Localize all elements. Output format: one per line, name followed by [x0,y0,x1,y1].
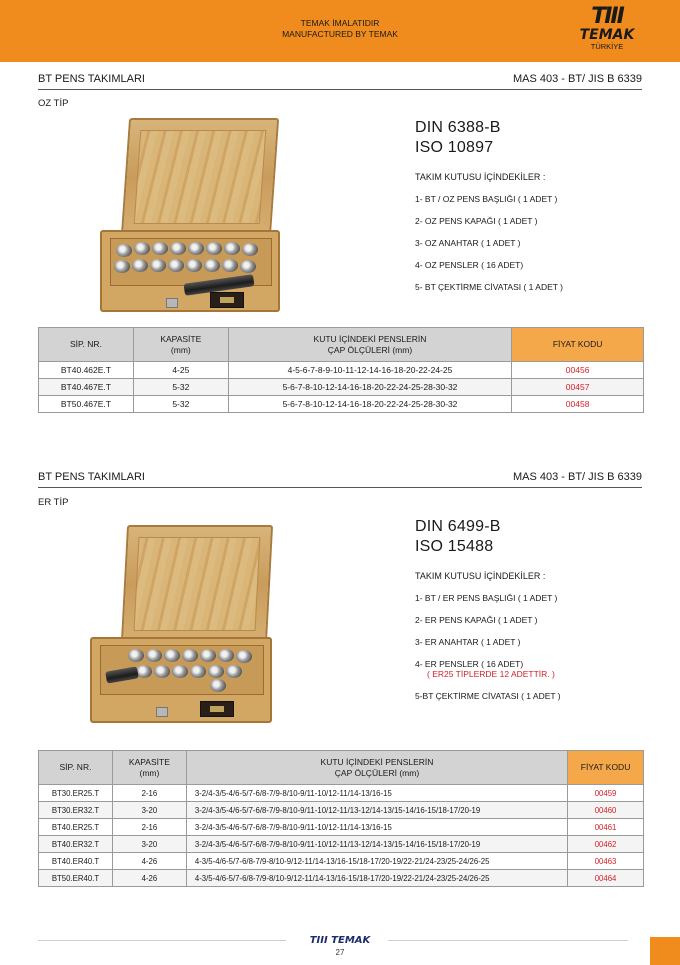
contents-item: 1- BT / ER PENS BAŞLIĞI ( 1 ADET ) [415,593,558,603]
spec-block-oz [415,118,563,292]
table-row [39,836,644,853]
col-price-code: FİYAT KODU [568,751,644,785]
table-row [39,379,644,396]
box-base [90,637,272,723]
contents-item: 2- OZ PENS KAPAĞI ( 1 ADET ) [415,216,538,226]
collets-cell: 4-3/5-4/6-5/7-6/8-7/9-8/10-9/12-11/14-13/16-15/18-17/20-19/22-21/24-23/25-24/26-25 [186,853,567,870]
section-title: BT PENS TAKIMLARI [38,73,145,85]
standard-reference: MAS 403 - BT/ JIS B 6339 [512,471,642,483]
footer-rule-left [38,940,286,941]
logo-brand: TEMAK [579,27,635,43]
collets-cell: 3-2/4-3/5-4/6-5/7-6/8-7/9-8/10-9/11-10/12-11/14-13/16-15 [186,785,567,802]
footer-logo: TIII TEMAK [309,935,371,946]
er-toolkit-photo [90,525,272,725]
collets-cell: 5-6-7-8-10-12-14-16-18-20-22-24-25-28-30-32 [228,396,511,413]
table-row [39,819,644,836]
price-code-cell: 00462 [568,836,644,853]
collets-cell: 4-3/5-4/6-5/7-6/8-7/9-8/10-9/12-11/14-13/16-15/18-17/20-19/22-21/24-23/25-24/26-25 [186,870,567,887]
capacity-cell: 4-26 [112,870,186,887]
section-divider [38,487,642,488]
col-order-no: SİP. NR. [39,328,134,362]
order-no-cell: BT50.467E.T [39,396,134,413]
contents-item: 3- ER ANAHTAR ( 1 ADET ) [415,637,521,647]
footer-rule-right [388,940,628,941]
price-code-cell: 00459 [568,785,644,802]
box-base [100,230,280,312]
logo-country: TÜRKİYE [590,42,624,51]
contents-item: 5- BT ÇEKTİRME CİVATASI ( 1 ADET ) [415,282,563,292]
order-no-cell: BT50.ER40.T [39,870,113,887]
contents-item: 2- ER PENS KAPAĞI ( 1 ADET ) [415,615,538,625]
col-capacity-unit: (mm) [170,344,191,355]
oz-toolkit-photo [100,118,280,313]
order-no-cell: BT40.ER40.T [39,853,113,870]
table-row [39,362,644,379]
price-code-cell: 00463 [568,853,644,870]
col-collet-sizes [228,328,511,362]
contents-item: 1- BT / OZ PENS BAŞLIĞI ( 1 ADET ) [415,194,558,204]
type-label: ER TİP [38,497,69,508]
page-footer [0,935,680,957]
contents-item: 4- ER PENSLER ( 16 ADET) [415,659,524,669]
collets-cell: 5-6-7-8-10-12-14-16-18-20-22-24-25-28-30-32 [228,379,511,396]
box-lid [121,525,273,643]
manufacturer-line-1: TEMAK İMALATIDIR [300,18,380,28]
section-divider [38,89,642,90]
capacity-cell: 5-32 [133,379,228,396]
collets-cell: 3-2/4-3/5-4/6-5/7-6/8-7/9-8/10-9/11-10/12-11/13-12/14-13/15-14/16-15/18-17/20-19 [186,802,567,819]
table-row [39,785,644,802]
col-capacity-label: KAPASİTE [128,756,170,767]
price-code-cell: 00464 [568,870,644,887]
col-collets-sub: ÇAP ÖLÇÜLERİ (mm) [334,767,420,778]
contents-item: 4- OZ PENSLER ( 16 ADET) [415,260,524,270]
col-capacity-label: KAPASİTE [160,333,202,344]
header-band [0,0,680,62]
iso-standard: ISO 10897 [415,139,494,156]
manufacturer-line-2: MANUFACTURED BY TEMAK [282,29,398,39]
col-capacity-unit: (mm) [139,767,160,778]
contents-item-note: ( ER25 TİPLERDE 12 ADETTİR. ) [427,669,555,679]
price-code-cell: 00456 [512,362,644,379]
order-no-cell: BT30.ER32.T [39,802,113,819]
col-price-code: FİYAT KODU [512,328,644,362]
type-label: OZ TİP [38,98,69,109]
spec-block-er [415,517,561,701]
table-row [39,396,644,413]
price-code-cell: 00457 [512,379,644,396]
collets-cell: 3-2/4-3/5-4/6-5/7-6/8-7/9-8/10-9/11-10/12-11/13-12/14-13/15-14/16-15/18-17/20-19 [186,836,567,853]
order-no-cell: BT40.ER25.T [39,819,113,836]
capacity-cell: 5-32 [133,396,228,413]
capacity-cell: 4-26 [112,853,186,870]
oz-price-table [38,327,644,413]
box-lid [121,118,279,236]
capacity-cell: 3-20 [112,836,186,853]
price-code-cell: 00461 [568,819,644,836]
logo-mark: TIII [591,4,623,29]
col-order-no: SİP. NR. [39,751,113,785]
din-standard: DIN 6499-B [415,518,501,535]
price-code-cell: 00460 [568,802,644,819]
collets-cell: 4-5-6-7-8-9-10-11-12-14-16-18-20-22-24-25 [228,362,511,379]
col-capacity [133,328,228,362]
col-collet-sizes [186,751,567,785]
order-no-cell: BT40.467E.T [39,379,134,396]
capacity-cell: 4-25 [133,362,228,379]
col-capacity [112,751,186,785]
order-no-cell: BT40.462E.T [39,362,134,379]
capacity-cell: 3-20 [112,802,186,819]
table-row [39,853,644,870]
temak-logo [572,6,642,52]
section-title: BT PENS TAKIMLARI [38,471,145,483]
contents-item: 3- OZ ANAHTAR ( 1 ADET ) [415,238,521,248]
order-no-cell: BT40.ER32.T [39,836,113,853]
table-row [39,802,644,819]
contents-item: 5-BT ÇEKTİRME CİVATASI ( 1 ADET ) [415,691,561,701]
col-collets-sub: ÇAP ÖLÇÜLERİ (mm) [327,344,413,355]
page-number: 27 [335,948,345,957]
standard-reference: MAS 403 - BT/ JIS B 6339 [512,73,642,85]
table-row [39,870,644,887]
contents-title: TAKIM KUTUSU İÇİNDEKİLER : [415,172,546,182]
collets-cell: 3-2/4-3/5-4/6-5/7-6/8-7/9-8/10-9/11-10/12-11/14-13/16-15 [186,819,567,836]
contents-title: TAKIM KUTUSU İÇİNDEKİLER : [415,571,546,581]
din-standard: DIN 6388-B [415,119,501,136]
capacity-cell: 2-16 [112,819,186,836]
capacity-cell: 2-16 [112,785,186,802]
iso-standard: ISO 15488 [415,538,494,555]
price-code-cell: 00458 [512,396,644,413]
er-price-table [38,750,644,887]
order-no-cell: BT30.ER25.T [39,785,113,802]
col-collets-label: KUTU İÇİNDEKİ PENSLERİN [320,756,434,767]
col-collets-label: KUTU İÇİNDEKİ PENSLERİN [313,333,427,344]
side-strip [650,62,680,965]
